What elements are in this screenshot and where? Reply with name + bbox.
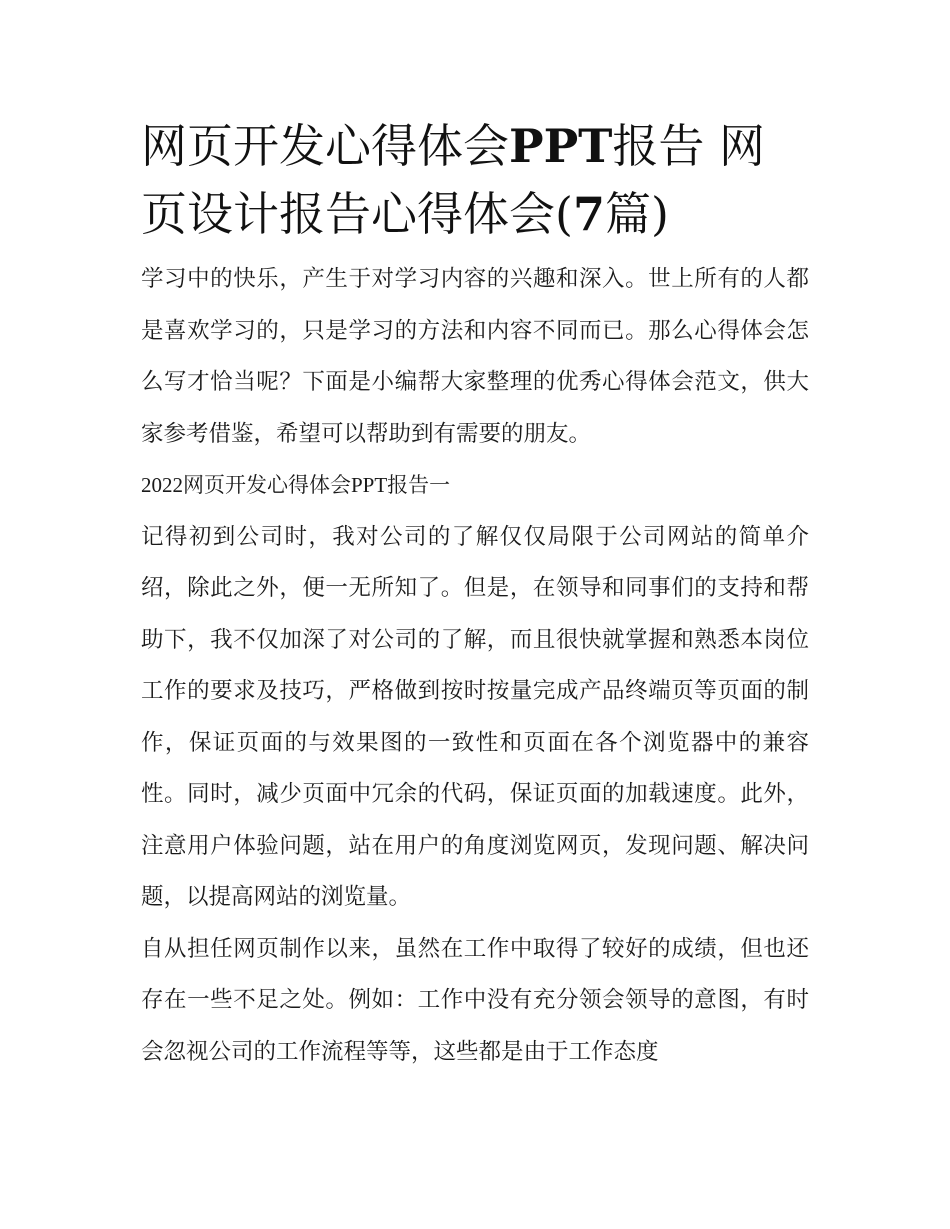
document-title: [141, 112, 809, 248]
intro-paragraph: 学习中的快乐，产生于对学习内容的兴趣和深入。世上所有的人都是喜欢学习的，只是学习的方法和内容不同而已。那么心得体会怎么写才恰当呢？下面是小编帮大家整理的优秀心得体会范文，供大家参考借鉴，希望可以帮助到有需要的朋友。: [141, 266, 809, 447]
title-text-number: 7: [572, 187, 605, 241]
title-text-1: 网页开发心得体会: [141, 119, 509, 173]
body-paragraph-2: 自从担任网页制作以来，虽然在工作中取得了较好的成绩，但也还存在一些不足之处。例如：工作中没有充分领会领导的意图，有时会忽视公司的工作流程等等，这些都是由于工作态度: [141, 935, 809, 1065]
title-text-ppt: PPT: [509, 119, 613, 173]
section-heading: 2022网页开发心得体会PPT报告一: [141, 473, 451, 497]
title-text-2: 报告 网页设计报告心得体会(: [141, 119, 766, 241]
document-body: [141, 112, 809, 1078]
body-paragraph-1: 记得初到公司时，我对公司的了解仅仅局限于公司网站的简单介绍，除此之外，便一无所知了。但是，在领导和同事们的支持和帮助下，我不仅加深了对公司的了解，而且很快就掌握和熟悉本岗位工作的要求及技巧，严格做到按时按量完成产品终端页等页面的制作，保证页面的与效果图的一致性和页面在各个浏览器中的兼容性。同时，减少页面中冗余的代码，保证页面的加载速度。此外，注意用户体验问题，站在用户的角度浏览网页，发现问题、解决问题，以提高网站的浏览量。: [141, 523, 809, 910]
title-text-3: 篇): [604, 187, 669, 241]
